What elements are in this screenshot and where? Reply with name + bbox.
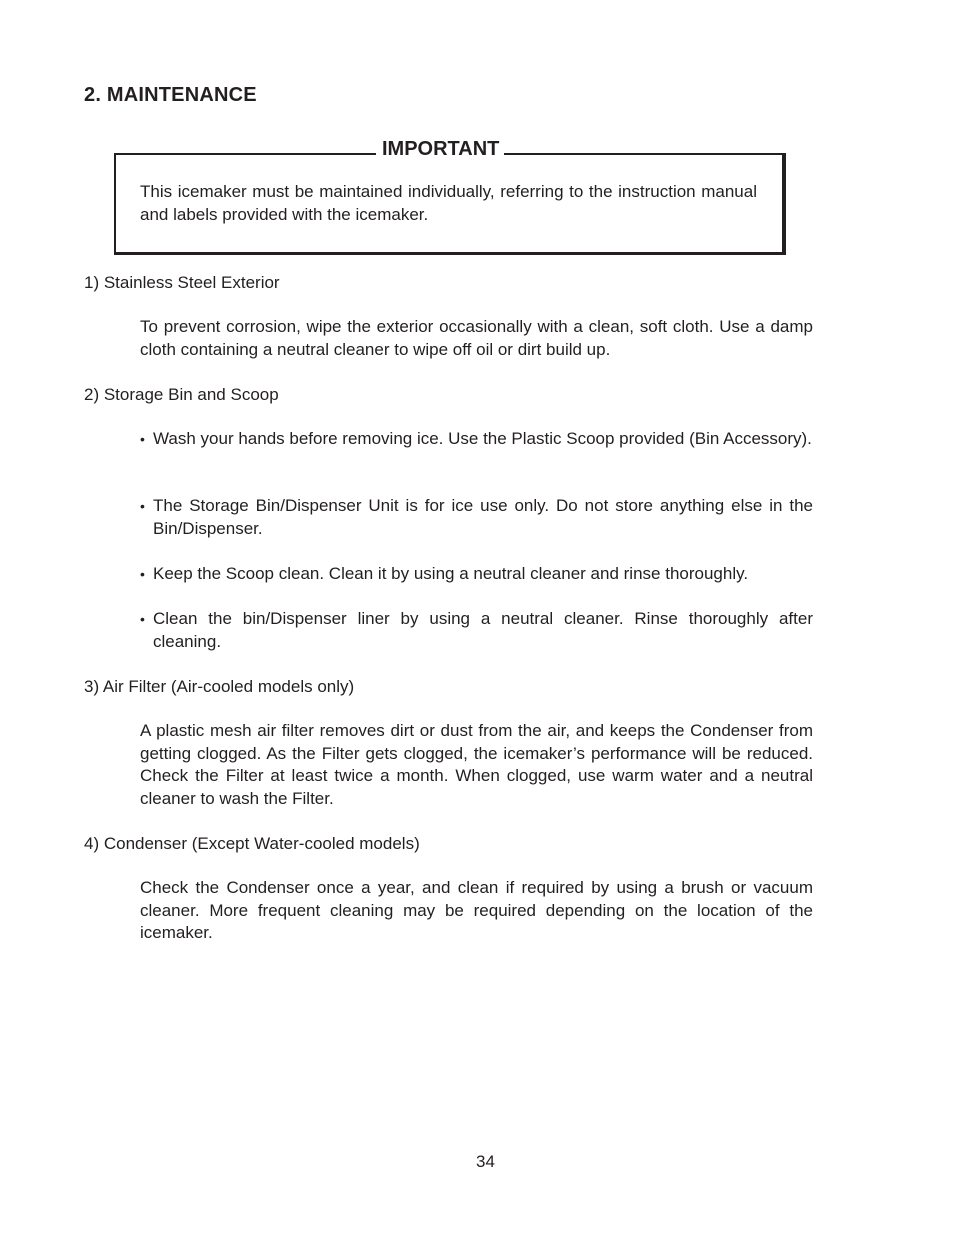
bullet-text: Clean the bin/Dispenser liner by using a neutral cleaner. Rinse thoroughly after cleaning. [153, 609, 813, 651]
list-item [140, 495, 813, 540]
section-title: 2. MAINTENANCE [84, 84, 257, 106]
paragraph-condenser: Check the Condenser once a year, and clean if required by using a brush or vacuum cleaner. More frequent cleaning may be required depending on the location of the icemaker. [140, 878, 813, 942]
list-item [140, 608, 813, 653]
bullet-glyph: • [140, 498, 145, 514]
bullet-glyph: • [140, 431, 145, 447]
paragraph-stainless-steel-exterior: To prevent corrosion, wipe the exterior occasionally with a clean, soft cloth. Use a damp cloth containing a neutral cleaner to wipe off oil or dirt build up. [140, 317, 813, 359]
important-label: IMPORTANT [376, 137, 504, 161]
list-item [140, 428, 813, 451]
heading-condenser: 4) Condenser (Except Water-cooled models) [84, 834, 420, 853]
heading-stainless-steel-exterior: 1) Stainless Steel Exterior [84, 273, 280, 292]
heading-air-filter: 3) Air Filter (Air-cooled models only) [84, 677, 355, 696]
list-item [140, 563, 813, 586]
bullet-text: The Storage Bin/Dispenser Unit is for ice use only. Do not store anything else in the Bin/Dispenser. [153, 496, 813, 538]
heading-storage-bin-and-scoop: 2) Storage Bin and Scoop [84, 385, 279, 404]
page-number: 34 [476, 1152, 495, 1171]
bullet-text: Wash your hands before removing ice. Use the Plastic Scoop provided (Bin Accessory). [153, 429, 812, 448]
important-text: This icemaker must be maintained individually, referring to the instruction manual and labels provided with the icemaker. [140, 182, 757, 224]
bullet-glyph: • [140, 566, 145, 582]
bullet-text: Keep the Scoop clean. Clean it by using a neutral cleaner and rinse thoroughly. [153, 564, 749, 583]
bullet-glyph: • [140, 611, 145, 627]
paragraph-air-filter: A plastic mesh air filter removes dirt or dust from the air, and keeps the Condenser from getting clogged. As the Filter gets clogged, the icemaker’s performance will be reduced. Check the Filter at least twice a month. When clogged, use warm water and a neutral cleaner to wash the Filter. [140, 721, 813, 808]
